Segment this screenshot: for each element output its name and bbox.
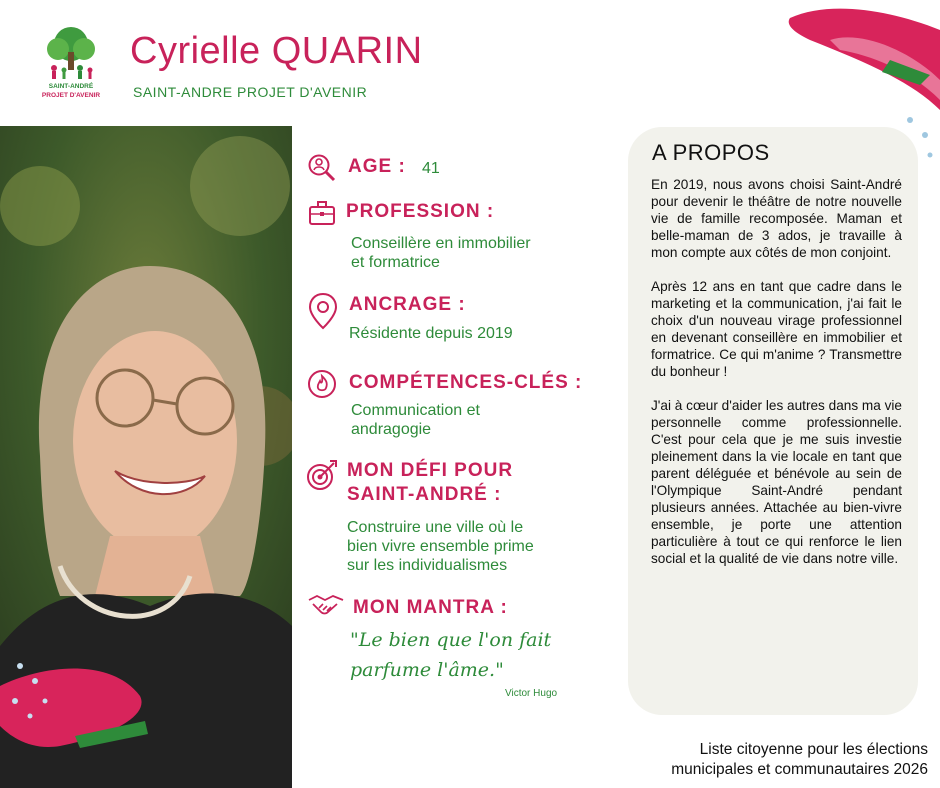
footer-line-2: municipales et communautaires 2026 [671,761,928,778]
age-label: AGE : [348,156,406,177]
mantra-label: MON MANTRA : [353,597,508,618]
logo-line-2: PROJET D'AVENIR [41,92,101,99]
profession-line-2: et formatrice [351,254,440,271]
tree-family-icon [38,24,104,82]
magnifier-person-icon [307,153,337,183]
competences-label: COMPÉTENCES-CLÉS : [349,372,583,393]
list-name: SAINT-ANDRE PROJET D'AVENIR [133,84,368,100]
candidate-photo [0,126,292,788]
mantra-author: Victor Hugo [505,688,558,699]
about-paragraph-1: En 2019, nous avons choisi Saint-André pour devenir le théâtre de notre nouvelle vie de famille recomposée. Maman et belle-maman de 3 ados, je travaille à mon compte aux côtés de mon conjoint. [651,177,902,260]
defi-line-1: Construire une ville où le [347,519,524,536]
campaign-logo [38,24,104,106]
footer-line-1: Liste citoyenne pour les élections [699,741,928,758]
defi-label-line-2: SAINT-ANDRÉ : [347,484,502,505]
flame-circle-icon [306,367,338,399]
mantra-line-2: parfume l'âme." [350,659,504,681]
ancrage-label: ANCRAGE : [349,294,466,315]
mantra-line-1: "Le bien que l'on fait [350,629,552,651]
defi-line-2: bien vivre ensemble prime [347,538,534,555]
target-arrow-icon [305,458,339,492]
briefcase-icon [307,198,337,228]
logo-line-1: SAINT-ANDRÉ [48,83,94,90]
defi-label-line-1: MON DÉFI POUR [347,460,514,481]
competences-line-1: Communication et [351,402,480,419]
about-title: A PROPOS [652,140,770,165]
ancrage-value: Résidente depuis 2019 [349,325,513,342]
mantra-quote [350,625,580,685]
defi-line-3: sur les individualismes [347,557,508,574]
candidate-name: Cyrielle QUARIN [130,30,423,72]
about-text [651,176,902,584]
about-paragraph-3: J'ai à cœur d'aider les autres dans ma vie personnelle comme professionnelle. C'est pour cela que je me suis investie pleinement dans la vie locale en tant que parent déléguée et bénévole au sein de l'Olympique Saint-André pendant plusieurs années. Attachée au bien-vivre ensemble, je porte une attention particulière à tout ce qui renforce le lien social et la qualité de vie dans notre ville. [651,398,902,566]
handshake-icon [307,592,345,620]
competences-line-2: andragogie [351,421,432,438]
footer-text [560,740,928,780]
about-paragraph-2: Après 12 ans en tant que cadre dans le marketing et la communication, j'ai fait le choix d'un nouveau virage professionnel en devenant conseillère en immobilier et formatrice. Ce qui m'anime ? Transmettre du bonheur ! [651,279,902,379]
age-value: 41 [422,160,440,177]
location-pin-icon [308,292,338,330]
profession-line-1: Conseillère en immobilier [351,235,531,252]
profession-label: PROFESSION : [346,201,495,222]
